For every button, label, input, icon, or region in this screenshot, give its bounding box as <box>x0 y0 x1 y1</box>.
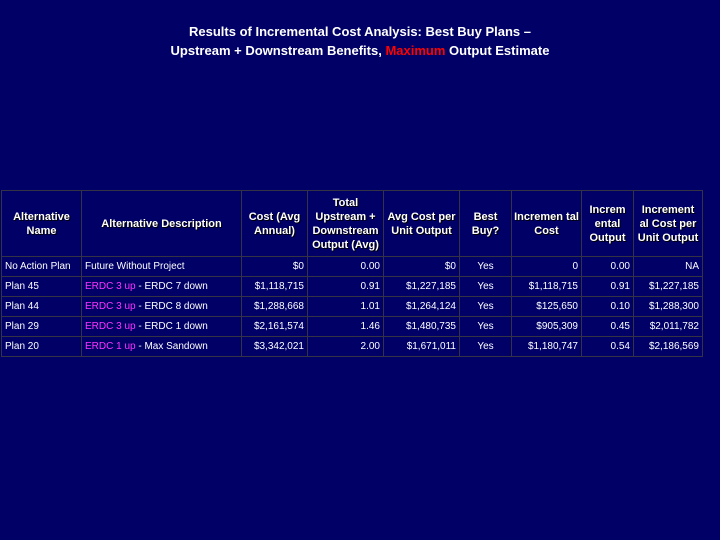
cell-name: Plan 20 <box>2 337 82 357</box>
cell-best-buy: Yes <box>460 317 512 337</box>
cell-desc-rest: ERDC 8 down <box>144 301 208 312</box>
cell-cost: $2,161,574 <box>242 317 308 337</box>
table-row <box>2 337 703 357</box>
cell-incremental-output: 0.91 <box>582 277 634 297</box>
cell-description: ERDC 3 up - ERDC 7 down <box>82 277 242 297</box>
cell-description: ERDC 3 up - ERDC 1 down <box>82 317 242 337</box>
table-row <box>2 297 703 317</box>
cell-name: Plan 29 <box>2 317 82 337</box>
header-incremental-cost: Incremen tal Cost <box>512 191 582 257</box>
cell-incremental-output: 0.00 <box>582 257 634 277</box>
cell-cost: $1,118,715 <box>242 277 308 297</box>
cell-name: No Action Plan <box>2 257 82 277</box>
cell-incremental-cost-per-unit: $2,011,782 <box>634 317 703 337</box>
cell-desc-rest: ERDC 7 down <box>144 281 208 292</box>
cell-description: ERDC 3 up - ERDC 8 down <box>82 297 242 317</box>
header-alternative-name: Alternative Name <box>2 191 82 257</box>
cell-cost: $1,288,668 <box>242 297 308 317</box>
cell-description: ERDC 1 up - Max Sandown <box>82 337 242 357</box>
cell-incremental-cost: $125,650 <box>512 297 582 317</box>
header-alternative-description: Alternative Description <box>82 191 242 257</box>
cell-incremental-output: 0.10 <box>582 297 634 317</box>
cell-total-output: 0.00 <box>308 257 384 277</box>
cell-desc-rest: ERDC 1 down <box>144 321 208 332</box>
cell-avg-cost: $1,264,124 <box>384 297 460 317</box>
header-incremental-output: Increm ental Output <box>582 191 634 257</box>
header-cost: Cost (Avg Annual) <box>242 191 308 257</box>
table-row <box>2 257 703 277</box>
cell-incremental-cost-per-unit: $1,227,185 <box>634 277 703 297</box>
cell-incremental-cost-per-unit: $2,186,569 <box>634 337 703 357</box>
cell-total-output: 1.46 <box>308 317 384 337</box>
cell-best-buy: Yes <box>460 277 512 297</box>
cell-avg-cost: $0 <box>384 257 460 277</box>
table-row <box>2 317 703 337</box>
header-best-buy: Best Buy? <box>460 191 512 257</box>
cell-total-output: 0.91 <box>308 277 384 297</box>
header-incremental-cost-per-unit: Increment al Cost per Unit Output <box>634 191 703 257</box>
cell-desc-up: ERDC 3 up <box>85 281 136 292</box>
table-row <box>2 277 703 297</box>
title-line-2 <box>0 41 720 60</box>
header-avg-cost: Avg Cost per Unit Output <box>384 191 460 257</box>
title-line-1: Results of Incremental Cost Analysis: Best Buy Plans – <box>189 24 531 39</box>
cell-total-output: 1.01 <box>308 297 384 317</box>
cell-incremental-cost: 0 <box>512 257 582 277</box>
cell-incremental-cost: $1,118,715 <box>512 277 582 297</box>
cell-desc-rest: Max Sandown <box>144 341 208 352</box>
cell-desc-rest: Future Without Project <box>85 261 185 272</box>
cell-avg-cost: $1,480,735 <box>384 317 460 337</box>
cell-incremental-cost-per-unit: $1,288,300 <box>634 297 703 317</box>
cell-name: Plan 44 <box>2 297 82 317</box>
cell-total-output: 2.00 <box>308 337 384 357</box>
title-line-2-post: Output Estimate <box>445 43 550 58</box>
table-header-row <box>2 191 703 257</box>
cell-description <box>82 257 242 277</box>
cell-cost: $3,342,021 <box>242 337 308 357</box>
slide-title <box>0 22 720 60</box>
cell-incremental-output: 0.45 <box>582 317 634 337</box>
cell-avg-cost: $1,671,011 <box>384 337 460 357</box>
best-buy-table <box>1 190 703 357</box>
cell-best-buy: Yes <box>460 297 512 317</box>
cell-desc-up: ERDC 1 up <box>85 341 136 352</box>
cell-best-buy: Yes <box>460 337 512 357</box>
cell-incremental-cost: $905,309 <box>512 317 582 337</box>
cell-incremental-cost-per-unit: NA <box>634 257 703 277</box>
cell-avg-cost: $1,227,185 <box>384 277 460 297</box>
cell-incremental-cost: $1,180,747 <box>512 337 582 357</box>
cell-desc-up: ERDC 3 up <box>85 321 136 332</box>
cell-desc-up: ERDC 3 up <box>85 301 136 312</box>
title-highlight-maximum: Maximum <box>385 43 446 58</box>
title-line-2-pre: Upstream + Downstream Benefits, <box>170 43 386 58</box>
cell-best-buy: Yes <box>460 257 512 277</box>
cell-name: Plan 45 <box>2 277 82 297</box>
cell-cost: $0 <box>242 257 308 277</box>
header-total-output: Total Upstream + Downstream Output (Avg) <box>308 191 384 257</box>
cell-incremental-output: 0.54 <box>582 337 634 357</box>
